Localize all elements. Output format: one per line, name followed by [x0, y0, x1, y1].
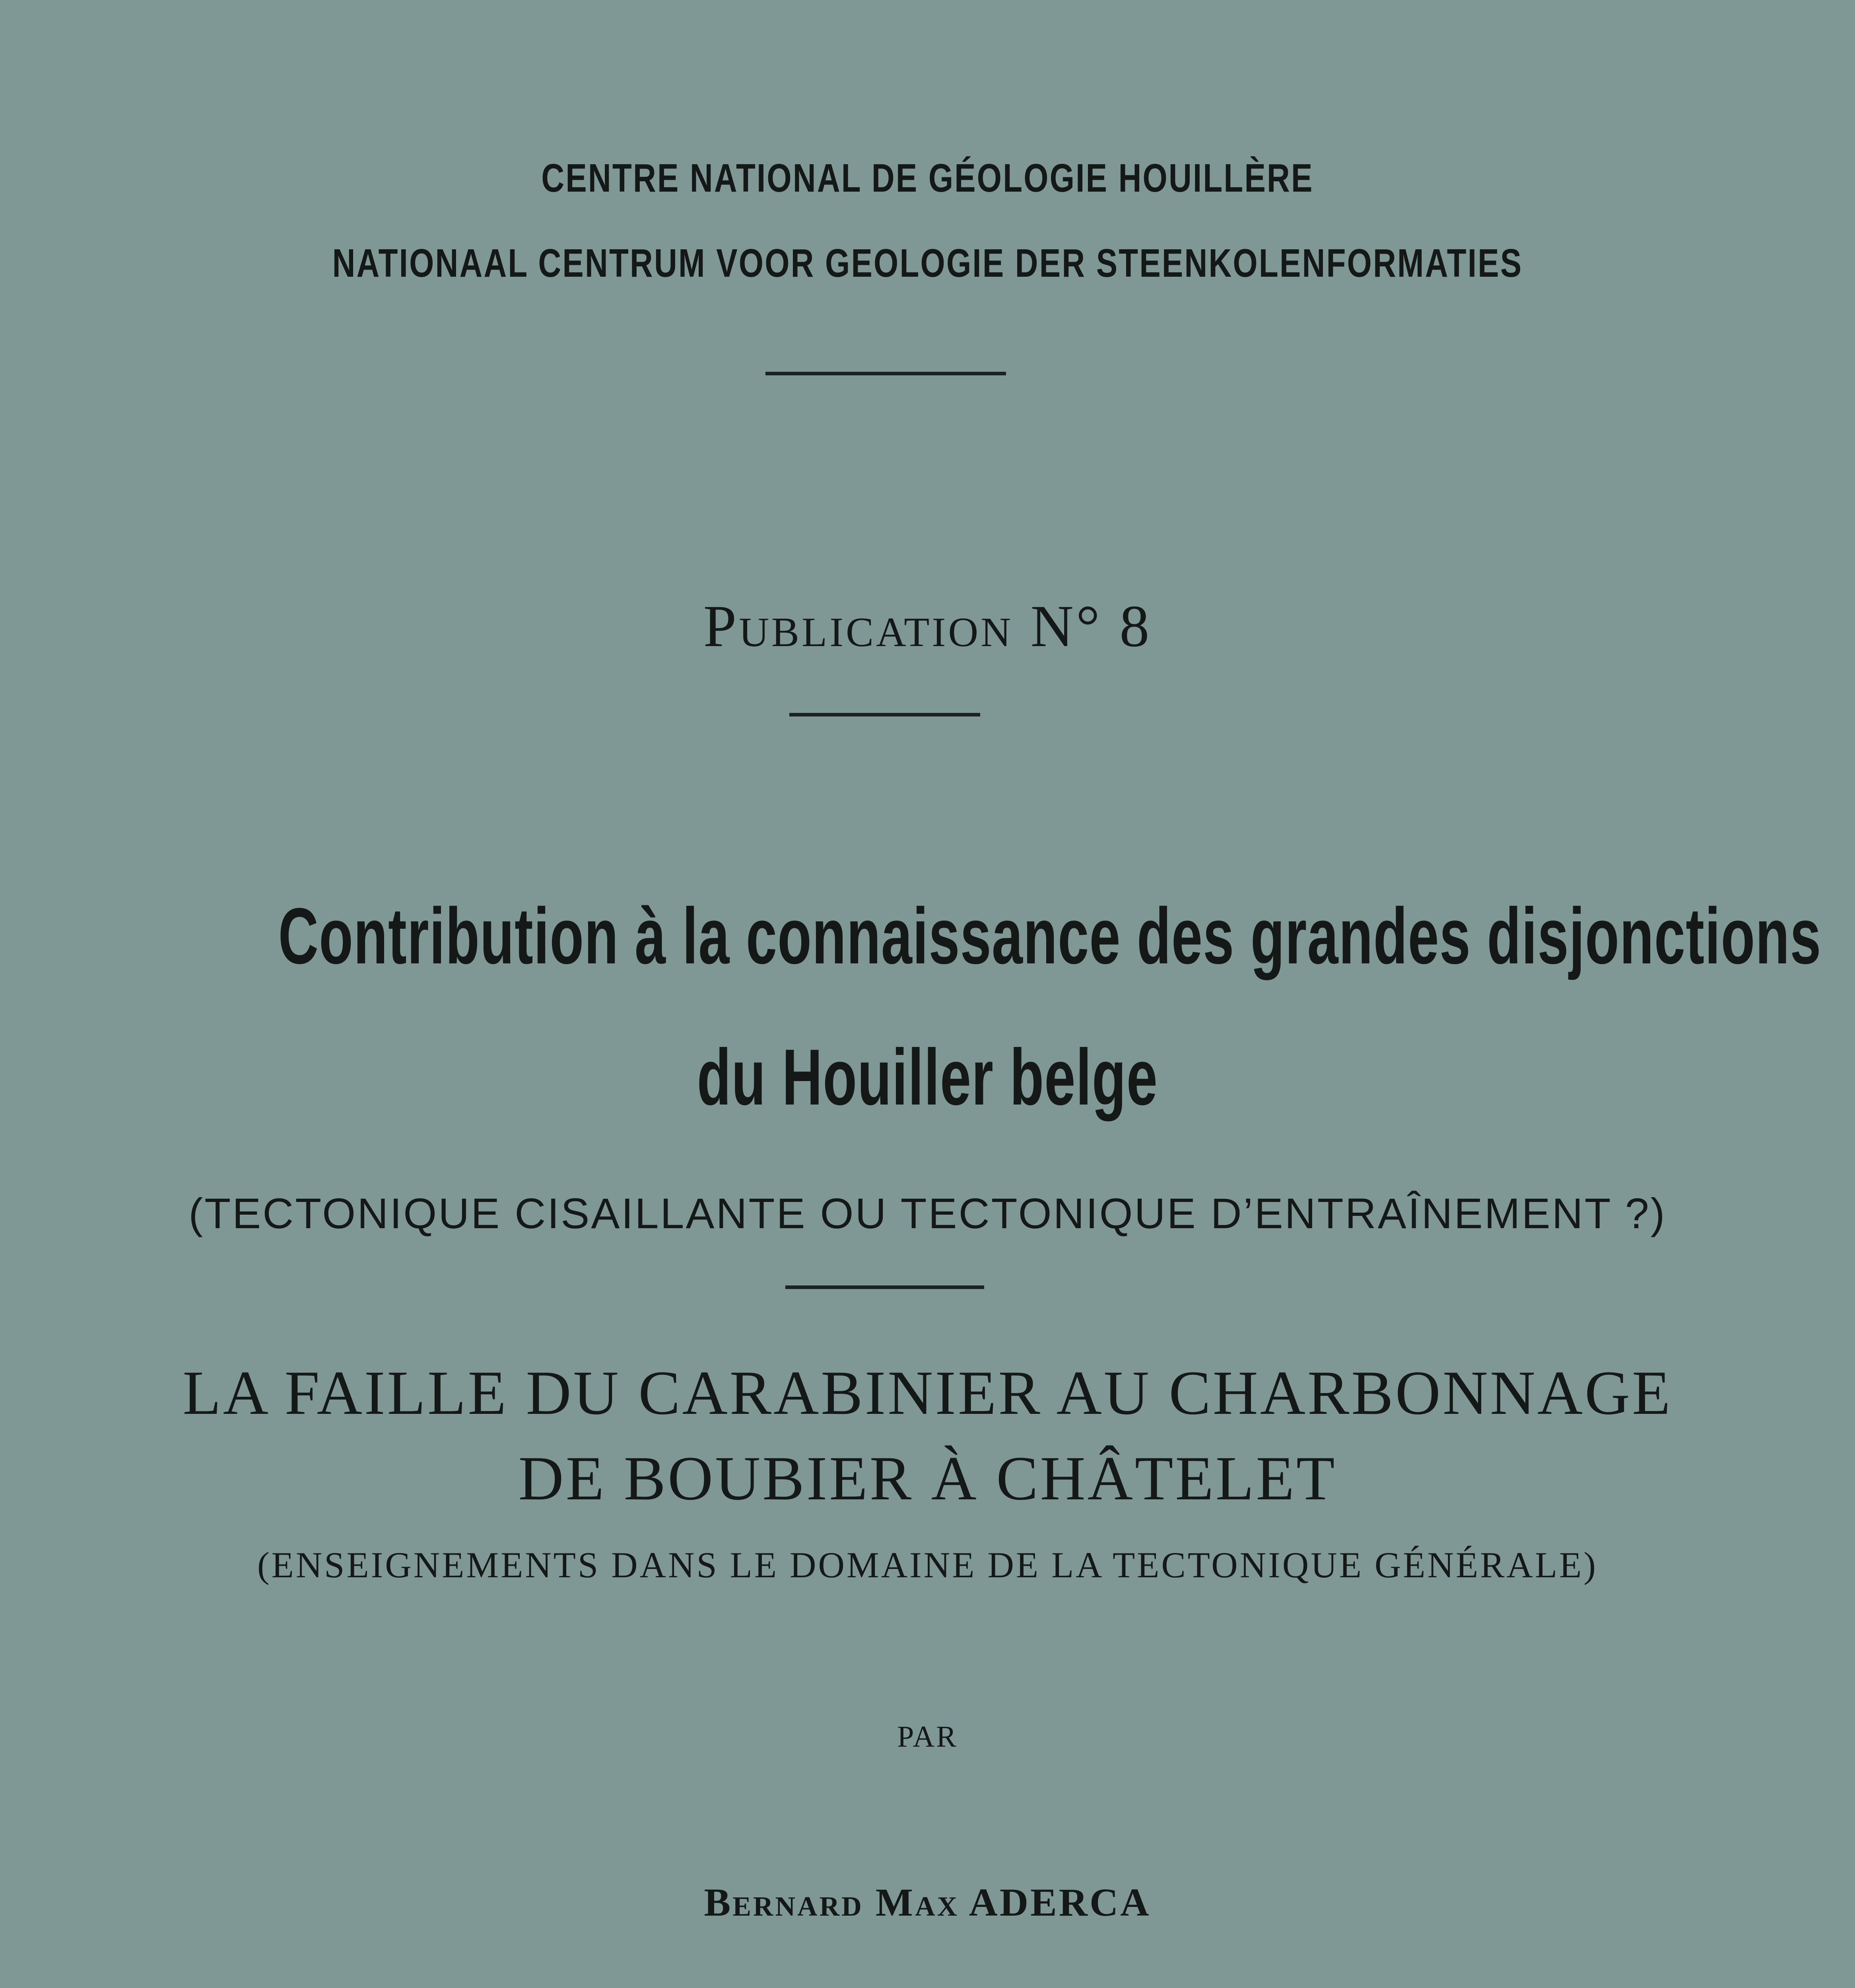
second-title-line-1: LA FAILLE DU CARABINIER AU CHARBONNAGE: [183, 1358, 1672, 1428]
author-name: Bernard Max ADERCA: [704, 1880, 1151, 1924]
divider: [765, 372, 1006, 375]
divider: [785, 1285, 984, 1289]
publication-number: Publication N° 8: [703, 593, 1152, 659]
second-title-note: (ENSEIGNEMENTS DANS LE DOMAINE DE LA TECTONIQUE GÉNÉRALE): [257, 1545, 1598, 1585]
main-title-line-2: du Houiller belge: [697, 1033, 1158, 1122]
divider: [789, 713, 980, 716]
main-title-line-1: Contribution à la connaissance des grandes disjonctions: [278, 892, 1822, 980]
main-subtitle: (TECTONIQUE CISAILLANTE OU TECTONIQUE D’ENTRAÎNEMENT ?): [188, 1189, 1667, 1237]
institution-name-french: CENTRE NATIONAL DE GÉOLOGIE HOUILLÈRE: [541, 156, 1314, 200]
second-title-line-2: DE BOUBIER À CHÂTELET: [518, 1444, 1337, 1513]
byline-par: PAR: [897, 1720, 958, 1753]
institution-name-dutch: NATIONAAL CENTRUM VOOR GEOLOGIE DER STEENKOLENFORMATIES: [332, 241, 1523, 285]
